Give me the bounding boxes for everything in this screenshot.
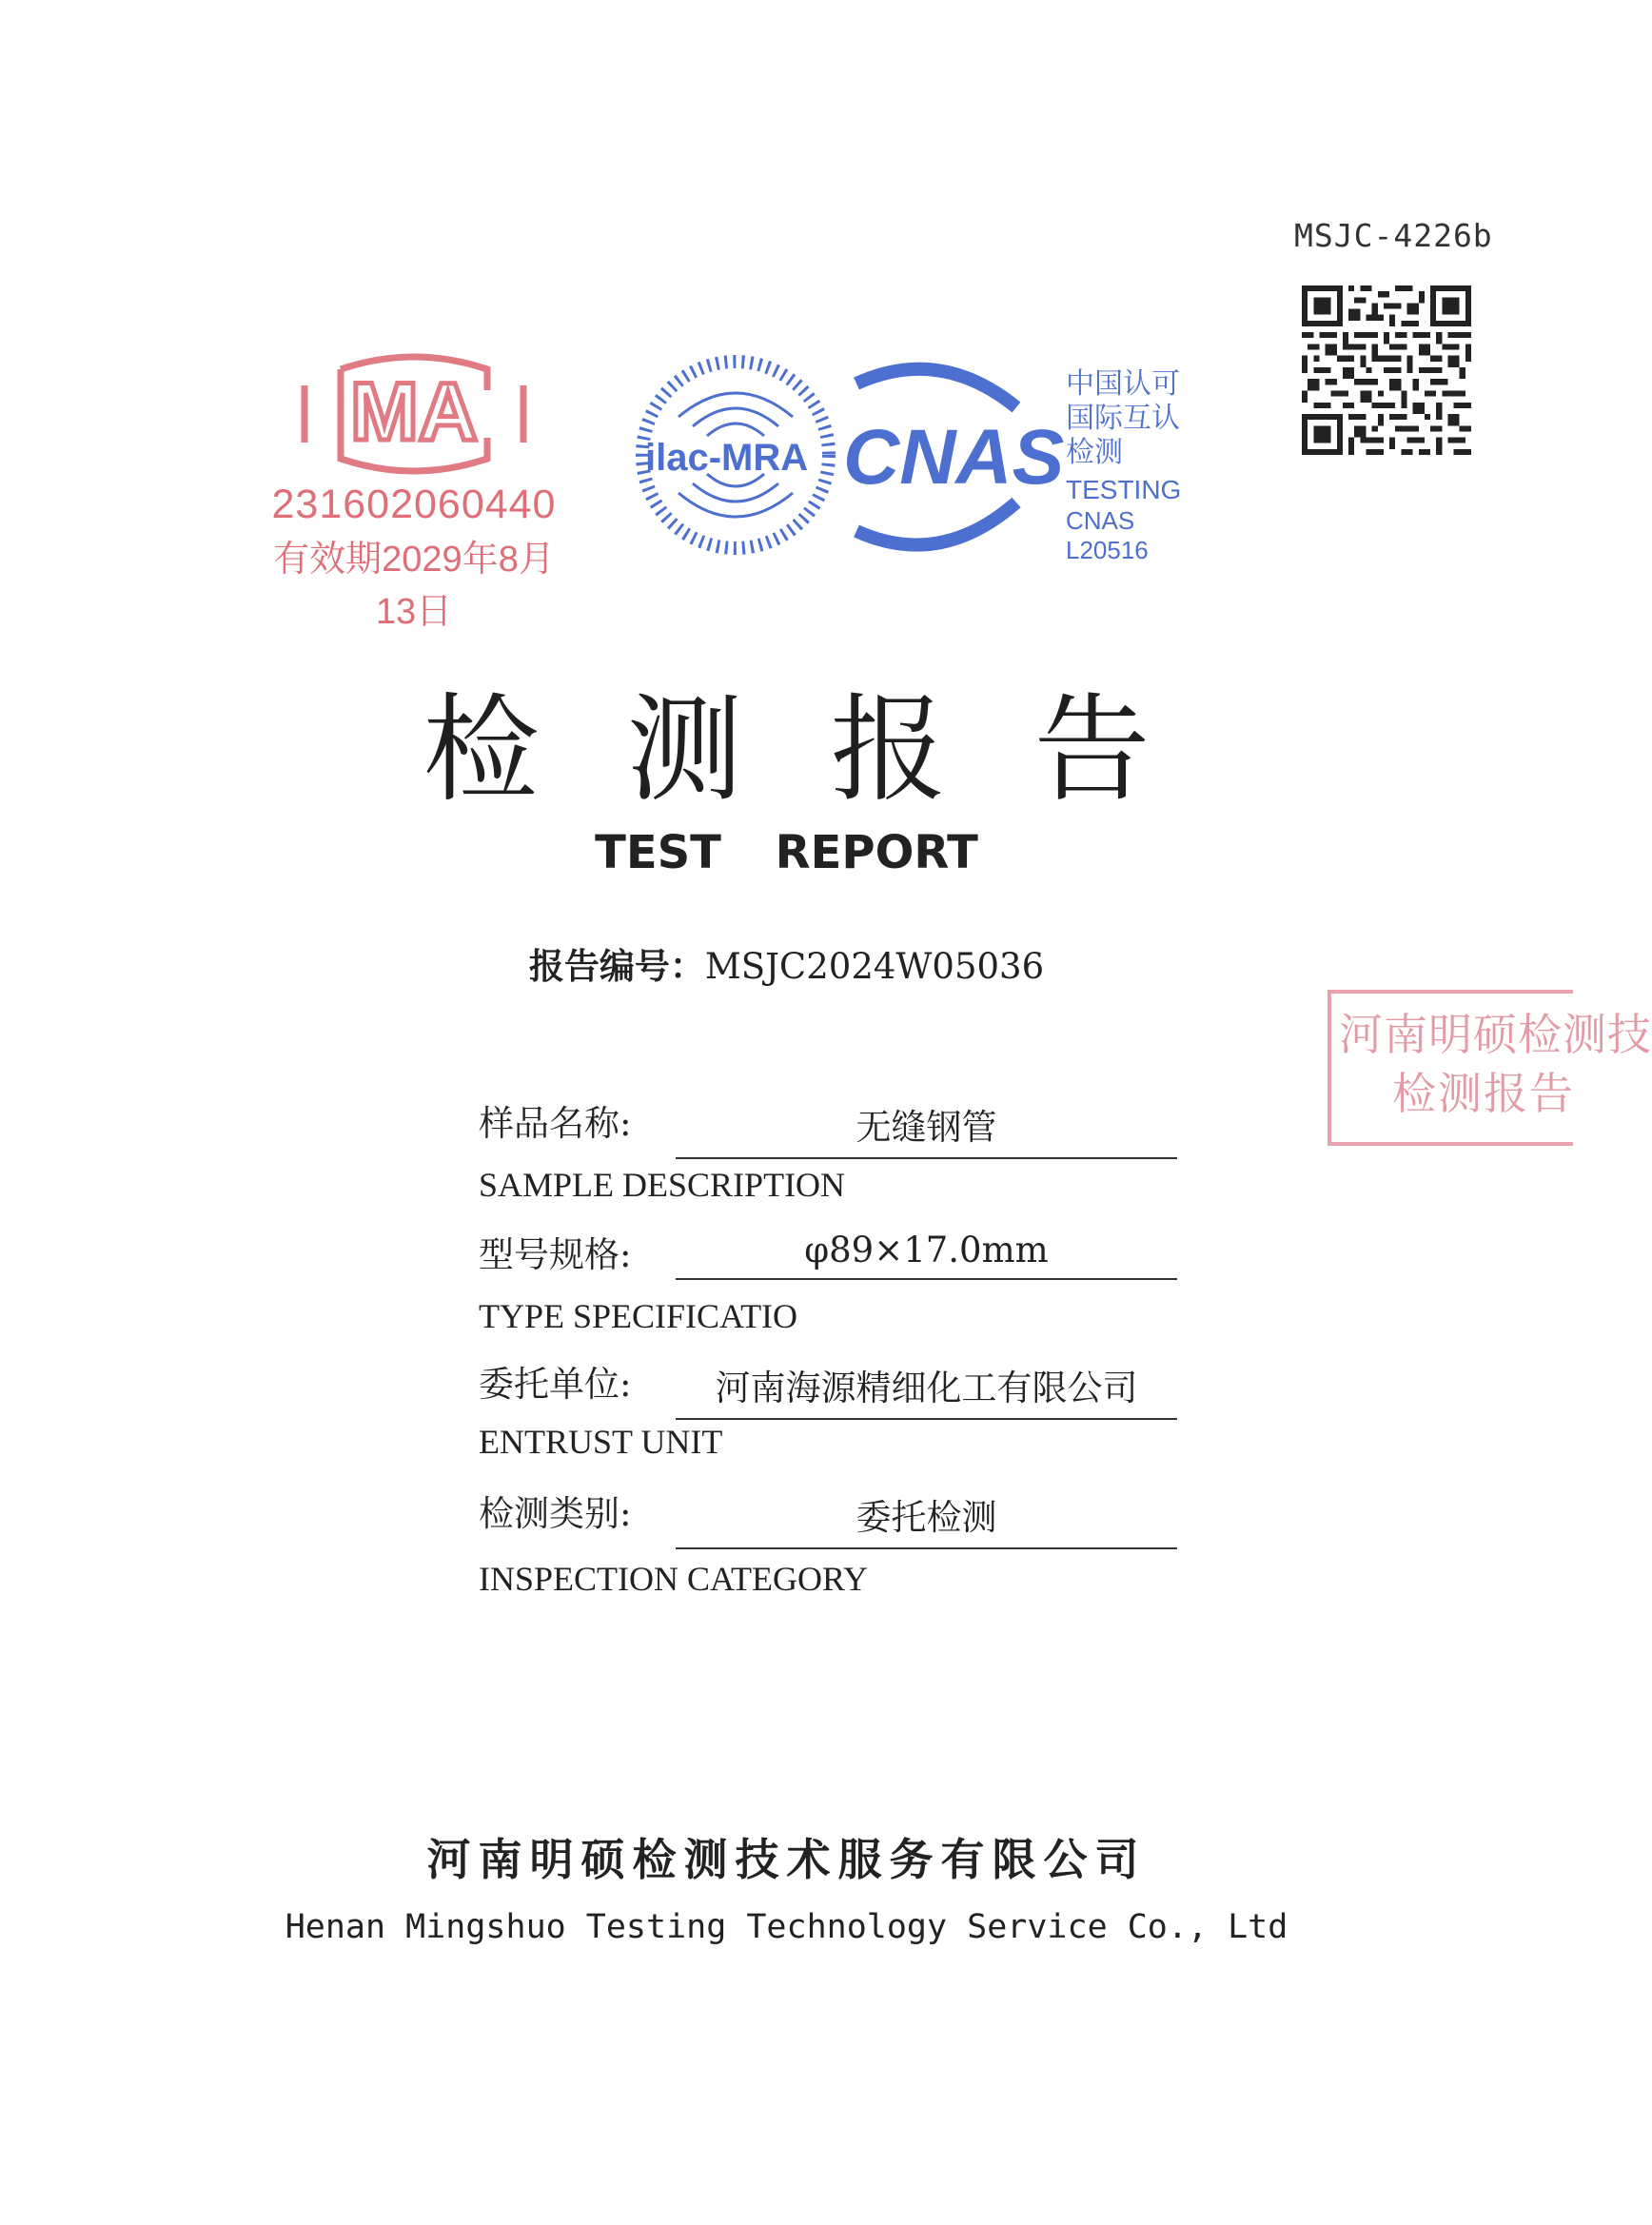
inspection-category-value: 委托检测 (676, 1488, 1177, 1549)
cnas-logo-icon (843, 369, 1064, 545)
accr-line-3: 检测 (1066, 437, 1123, 468)
inspection-category-en-label: INSPECTION CATEGORY (479, 1560, 869, 1598)
entrust-unit-label: 委托单位: (479, 1364, 632, 1405)
inspection-category-label: 检测类别: (479, 1493, 632, 1534)
document-code: MSJC-4226b (1294, 217, 1493, 254)
stamp-line-1: 河南明硕检测技 (1339, 1009, 1652, 1060)
sample-name-value: 无缝钢管 (676, 1098, 1177, 1159)
type-spec-label: 型号规格: (479, 1234, 632, 1275)
report-number-value: MSJC2024W05036 (704, 946, 1045, 987)
cma-seal (257, 352, 571, 632)
company-stamp (1328, 990, 1652, 1146)
report-number-label: 报告编号： (528, 946, 705, 987)
accr-line-4: TESTING (1066, 475, 1182, 504)
qr-code-icon (1302, 286, 1471, 455)
type-spec-value: φ89×17.0mm (676, 1230, 1177, 1280)
cma-logo-text: MA (350, 366, 478, 458)
sample-description-label: SAMPLE DESCRIPTION (479, 1166, 846, 1204)
report-number (0, 937, 1573, 989)
cnas-text: CNAS (843, 414, 1065, 501)
cma-validity: 有效期2029年8月13日 (273, 540, 555, 632)
accr-line-1: 中国认可 (1066, 368, 1180, 400)
title-chinese: 检测报告 (423, 682, 1238, 817)
cma-logo-icon (284, 352, 544, 476)
company-name-english: Henan Mingshuo Testing Technology Service Co., Ltd (285, 1908, 1288, 1946)
sample-name-label: 样品名称: (479, 1103, 632, 1144)
ilac-mra-text: ilac-MRA (645, 437, 809, 479)
accr-line-2: 国际互认 (1066, 403, 1180, 434)
type-specification-label: TYPE SPECIFICATIO (479, 1297, 798, 1335)
accr-line-5: CNAS L20516 (1066, 505, 1149, 564)
stamp-line-2: 检测报告 (1392, 1068, 1575, 1119)
cma-number: 231602060440 (271, 482, 557, 527)
cnas-accreditation-mark (636, 350, 1207, 579)
entrust-unit-value: 河南海源精细化工有限公司 (676, 1359, 1177, 1420)
entrust-unit-en-label: ENTRUST UNIT (479, 1423, 723, 1461)
company-name-chinese: 河南明硕检测技术服务有限公司 (426, 1834, 1147, 1885)
title-english: TEST REPORT (595, 826, 978, 879)
